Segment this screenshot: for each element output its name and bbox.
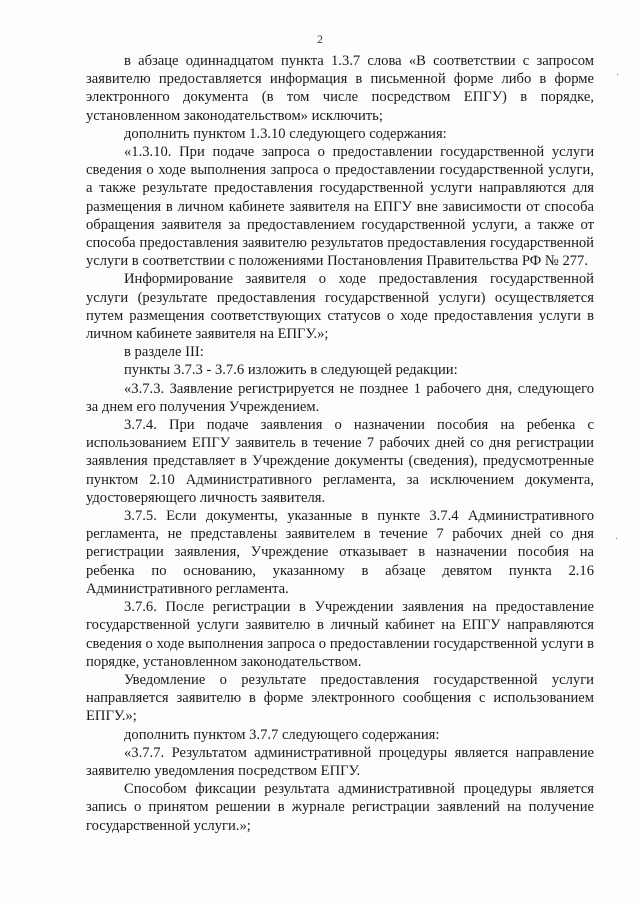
paragraph-8: 3.7.4. При подаче заявления о назначении пособия на ребенка с использованием ЕПГУ заявитель в течение 7 рабочих дней со дня регистрации заявления представляет в Учреждение документы (сведения), предусмотренные пунктом 2.10 Административного регламента, за исключением документа, удостоверяющего личность заявителя.: [86, 417, 594, 506]
paragraph-9: 3.7.5. Если документы, указанные в пункте 3.7.4 Административного регламента, не представлены заявителем в течение 7 рабочих дней со дня регистрации заявления, Учреждение отказывает в назначении пособия на ребенка по основанию, указанному в абзаце девятом пункта 2.16 Административного регламента.: [86, 508, 594, 597]
paragraph-2: дополнить пунктом 1.3.10 следующего содержания:: [124, 125, 447, 142]
paragraph-11: Уведомление о результате предоставления государственной услуги направляется заявителю в форме электронного сообщения с использованием ЕПГУ.»;: [86, 671, 594, 725]
paragraph-7: «3.7.3. Заявление регистрируется не позднее 1 рабочего дня, следующего за днем его получения Учреждением.: [86, 380, 594, 415]
scan-speck: ·: [616, 70, 620, 81]
paragraph-13: «3.7.7. Результатом административной процедуры является направление заявителю уведомления посредством ЕПГУ.: [86, 744, 594, 779]
scan-speck: ·: [615, 534, 619, 545]
paragraph-4: Информирование заявителя о ходе предоставления государственной услуги (результате предоставления государственной услуги) осуществляется путем размещения соответствующих статусов о ходе предоставления услуги в личном кабинете заявителя на ЕПГУ.»;: [86, 271, 594, 343]
document-body: [86, 52, 594, 835]
paragraph-3: «1.3.10. При подаче запроса о предоставлении государственной услуги сведения о ходе выполнения запроса о предоставлении государственной услуги, а также результате предоставления государственной услуги направляются для размещения в личном кабинете заявителя на ЕПГУ вне зависимости от способа обращения заявителя за предоставлением государственной услуги, а также от способа предоставления заявителю результатов предоставления государственной услуги в соответствии с положениями Постановления Правительства РФ № 277.: [86, 144, 594, 270]
paragraph-5: в разделе III:: [124, 344, 204, 361]
paragraph-14: Способом фиксации результата административной процедуры является запись о принятом решении в журнале регистрации заявлений на получение государственной услуги.»;: [86, 781, 594, 834]
paragraph-10: 3.7.6. После регистрации в Учреждении заявления на предоставление государственной услуги заявителю в личный кабинет на ЕПГУ направляются сведения о ходе выполнения запроса о предоставлении государственной услуги в порядке, установленном законодательством.: [86, 599, 594, 670]
paragraph-12: дополнить пунктом 3.7.7 следующего содержания:: [124, 726, 440, 743]
paragraph-1: в абзаце одиннадцатом пункта 1.3.7 слова «В соответствии с запросом заявителю предоставляется информация в письменной форме либо в форме электронного документа (в том числе посредством ЕПГУ) в порядке, установленном законодательством» исключить;: [86, 53, 594, 124]
page-number: 2: [317, 32, 323, 46]
paragraph-6: пункты 3.7.3 - 3.7.6 изложить в следующей редакции:: [124, 362, 458, 379]
